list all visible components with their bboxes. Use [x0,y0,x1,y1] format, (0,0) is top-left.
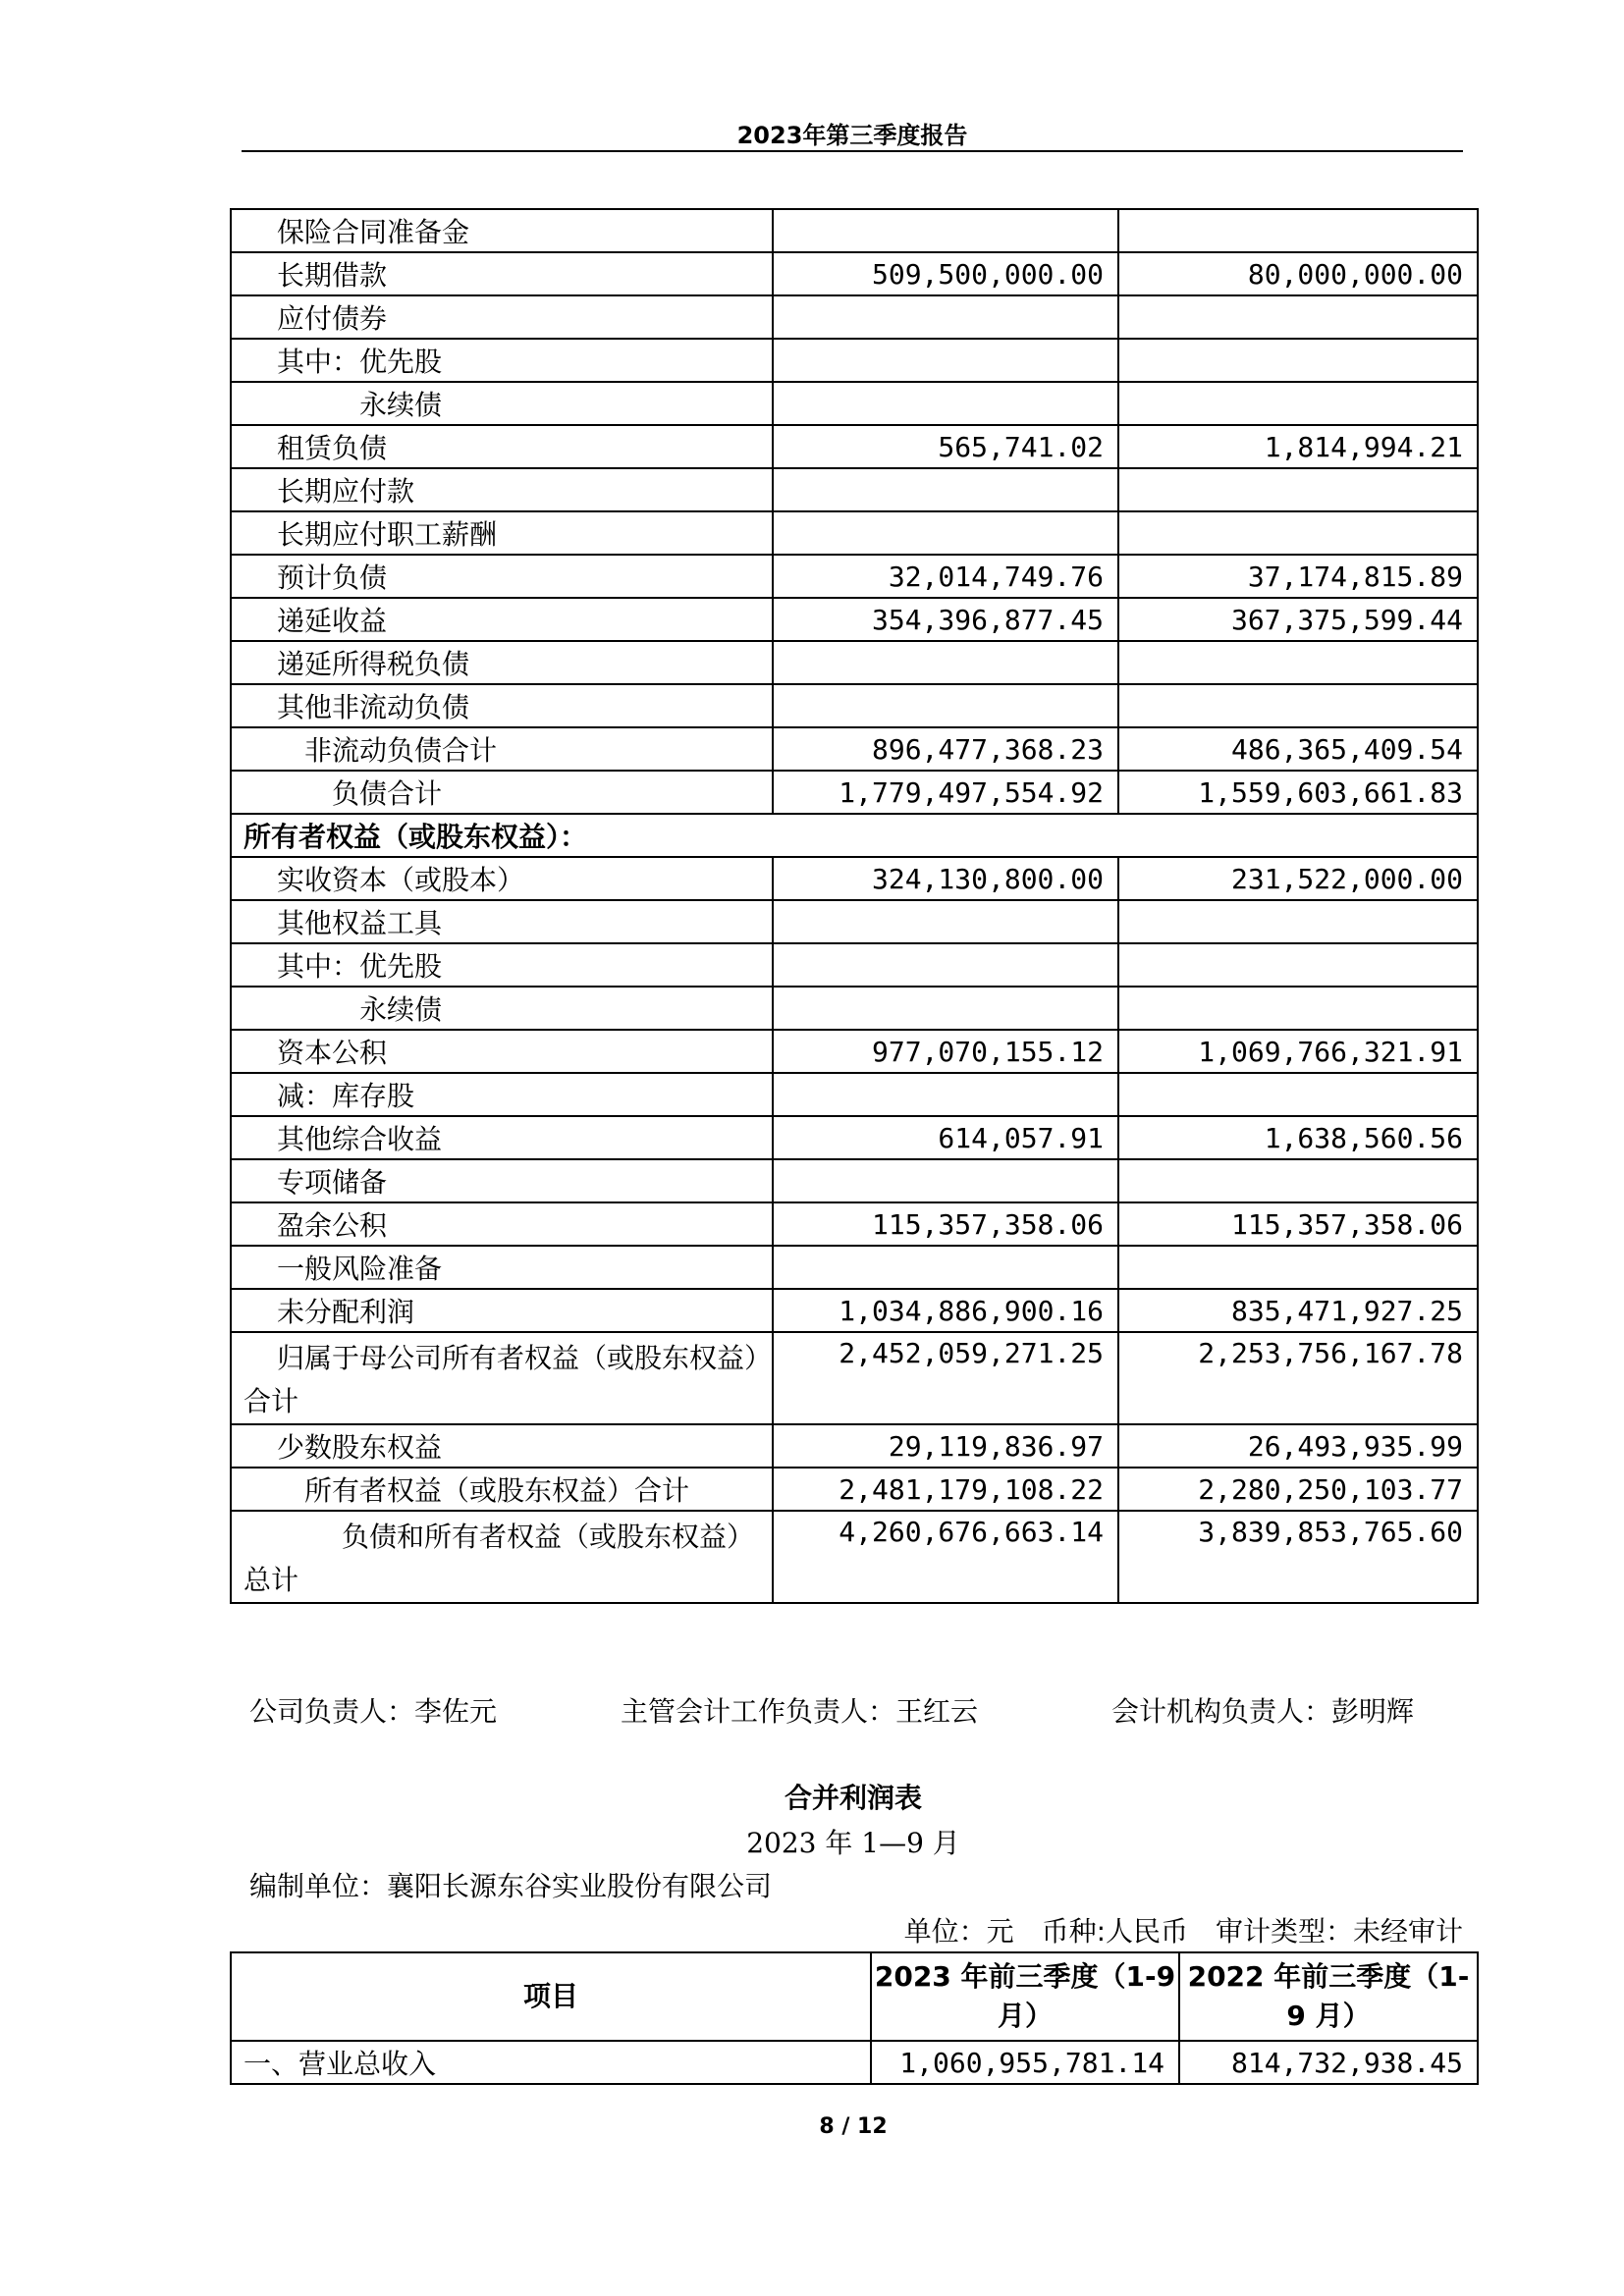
row-current [773,1159,1118,1202]
row-item: 永续债 [231,382,773,425]
row-current [773,987,1118,1030]
table-row [231,252,1478,295]
row-item: 资本公积 [231,1030,773,1073]
row-current: 29,119,836.97 [773,1424,1118,1468]
currency-units: 单位：元 币种:人民币 审计类型：未经审计 [903,1915,1463,1948]
row-current [773,295,1118,339]
row-item: 负债和所有者权益（或股东权益）总计 [231,1511,773,1603]
row-item: 非流动负债合计 [231,727,773,771]
row-item: 永续债 [231,987,773,1030]
table-header-row [231,1952,1478,2041]
column-header-current: 2023 年前三季度（1-9月） [871,1952,1179,2041]
table-row [231,339,1478,382]
table-row [231,1073,1478,1116]
row-prior [1118,339,1478,382]
row-item: 少数股东权益 [231,1424,773,1468]
row-current [773,339,1118,382]
row-current: 4,260,676,663.14 [773,1511,1118,1603]
row-item: 专项储备 [231,1159,773,1202]
row-item: 长期借款 [231,252,773,295]
table-row [231,1332,1478,1424]
section-heading: 所有者权益（或股东权益）： [231,814,1478,857]
report-header: 2023年第三季度报告 [736,122,968,149]
table-row [231,209,1478,252]
row-current: 565,741.02 [773,425,1118,468]
compiling-unit: 编制单位：襄阳长源东谷实业股份有限公司 [249,1870,773,1902]
income-statement-period: 2023 年 1—9 月 [746,1827,960,1859]
table-row [231,1289,1478,1332]
row-prior: 1,069,766,321.91 [1118,1030,1478,1073]
row-current: 354,396,877.45 [773,598,1118,641]
table-row [231,857,1478,900]
row-current: 2,481,179,108.22 [773,1468,1118,1511]
row-current: 1,034,886,900.16 [773,1289,1118,1332]
row-item: 归属于母公司所有者权益（或股东权益）合计 [231,1332,773,1424]
row-item: 盈余公积 [231,1202,773,1246]
row-prior: 2,253,756,167.78 [1118,1332,1478,1424]
row-current [773,1073,1118,1116]
row-item: 保险合同准备金 [231,209,773,252]
row-current [773,1246,1118,1289]
row-prior [1118,1159,1478,1202]
table-row [231,555,1478,598]
row-prior: 26,493,935.99 [1118,1424,1478,1468]
row-item: 其中：优先股 [231,339,773,382]
row-current: 977,070,155.12 [773,1030,1118,1073]
row-current: 1,060,955,781.14 [871,2041,1179,2084]
company-head-signature: 公司负责人：李佐元 [249,1695,498,1728]
row-item: 租赁负债 [231,425,773,468]
header-rule [242,150,1463,152]
row-prior: 37,174,815.89 [1118,555,1478,598]
row-current [773,511,1118,555]
table-row [231,2041,1478,2084]
table-row [231,1202,1478,1246]
table-row [231,1468,1478,1511]
table-row [231,1159,1478,1202]
row-prior: 231,522,000.00 [1118,857,1478,900]
row-item: 递延收益 [231,598,773,641]
table-row [231,987,1478,1030]
row-prior [1118,382,1478,425]
row-item: 一般风险准备 [231,1246,773,1289]
row-current: 324,130,800.00 [773,857,1118,900]
row-current: 2,452,059,271.25 [773,1332,1118,1424]
row-current: 896,477,368.23 [773,727,1118,771]
row-prior: 115,357,358.06 [1118,1202,1478,1246]
accounting-org-head-signature: 会计机构负责人：彭明辉 [1111,1695,1415,1728]
income-statement-title: 合并利润表 [784,1782,922,1814]
row-prior: 1,559,603,661.83 [1118,771,1478,814]
table-row [231,598,1478,641]
table-row [231,1116,1478,1159]
row-current [773,641,1118,684]
row-item: 实收资本（或股本） [231,857,773,900]
accounting-head-signature: 主管会计工作负责人：王红云 [621,1695,979,1728]
row-current [773,382,1118,425]
row-prior [1118,1246,1478,1289]
row-current [773,900,1118,943]
row-prior [1118,900,1478,943]
row-prior: 835,471,927.25 [1118,1289,1478,1332]
table-row [231,425,1478,468]
row-prior: 80,000,000.00 [1118,252,1478,295]
table-row [231,900,1478,943]
row-item: 负债合计 [231,771,773,814]
column-header-item: 项目 [231,1952,871,2041]
row-prior: 486,365,409.54 [1118,727,1478,771]
row-current [773,209,1118,252]
row-item: 减：库存股 [231,1073,773,1116]
table-row [231,511,1478,555]
section-row [231,814,1478,857]
row-current [773,943,1118,987]
row-prior [1118,1073,1478,1116]
row-prior [1118,987,1478,1030]
table-row [231,382,1478,425]
page-number: 8 / 12 [819,2114,888,2139]
row-prior: 1,814,994.21 [1118,425,1478,468]
row-item: 应付债券 [231,295,773,339]
row-prior [1118,684,1478,727]
table-row [231,684,1478,727]
row-current: 509,500,000.00 [773,252,1118,295]
row-item: 递延所得税负债 [231,641,773,684]
row-prior [1118,943,1478,987]
row-prior [1118,641,1478,684]
row-item: 其他综合收益 [231,1116,773,1159]
row-prior: 367,375,599.44 [1118,598,1478,641]
balance-sheet-table [230,208,1479,1604]
row-prior: 2,280,250,103.77 [1118,1468,1478,1511]
table-row [231,1511,1478,1603]
column-header-prior: 2022 年前三季度（1-9 月） [1179,1952,1478,2041]
row-current: 115,357,358.06 [773,1202,1118,1246]
row-item: 其中：优先股 [231,943,773,987]
row-item: 长期应付职工薪酬 [231,511,773,555]
row-current: 1,779,497,554.92 [773,771,1118,814]
row-item: 其他权益工具 [231,900,773,943]
row-prior [1118,468,1478,511]
table-row [231,295,1478,339]
row-prior [1118,511,1478,555]
row-item: 所有者权益（或股东权益）合计 [231,1468,773,1511]
table-row [231,468,1478,511]
income-statement-table [230,1951,1479,2085]
table-row [231,641,1478,684]
row-prior: 3,839,853,765.60 [1118,1511,1478,1603]
table-row [231,727,1478,771]
table-row [231,1030,1478,1073]
row-current: 614,057.91 [773,1116,1118,1159]
row-item: 预计负债 [231,555,773,598]
row-current [773,684,1118,727]
table-row [231,1424,1478,1468]
row-item: 一、营业总收入 [231,2041,871,2084]
row-item: 其他非流动负债 [231,684,773,727]
row-prior [1118,295,1478,339]
row-current [773,468,1118,511]
row-prior: 814,732,938.45 [1179,2041,1478,2084]
table-row [231,1246,1478,1289]
row-prior [1118,209,1478,252]
table-row [231,943,1478,987]
row-current: 32,014,749.76 [773,555,1118,598]
row-prior: 1,638,560.56 [1118,1116,1478,1159]
row-item: 长期应付款 [231,468,773,511]
row-item: 未分配利润 [231,1289,773,1332]
table-row [231,771,1478,814]
